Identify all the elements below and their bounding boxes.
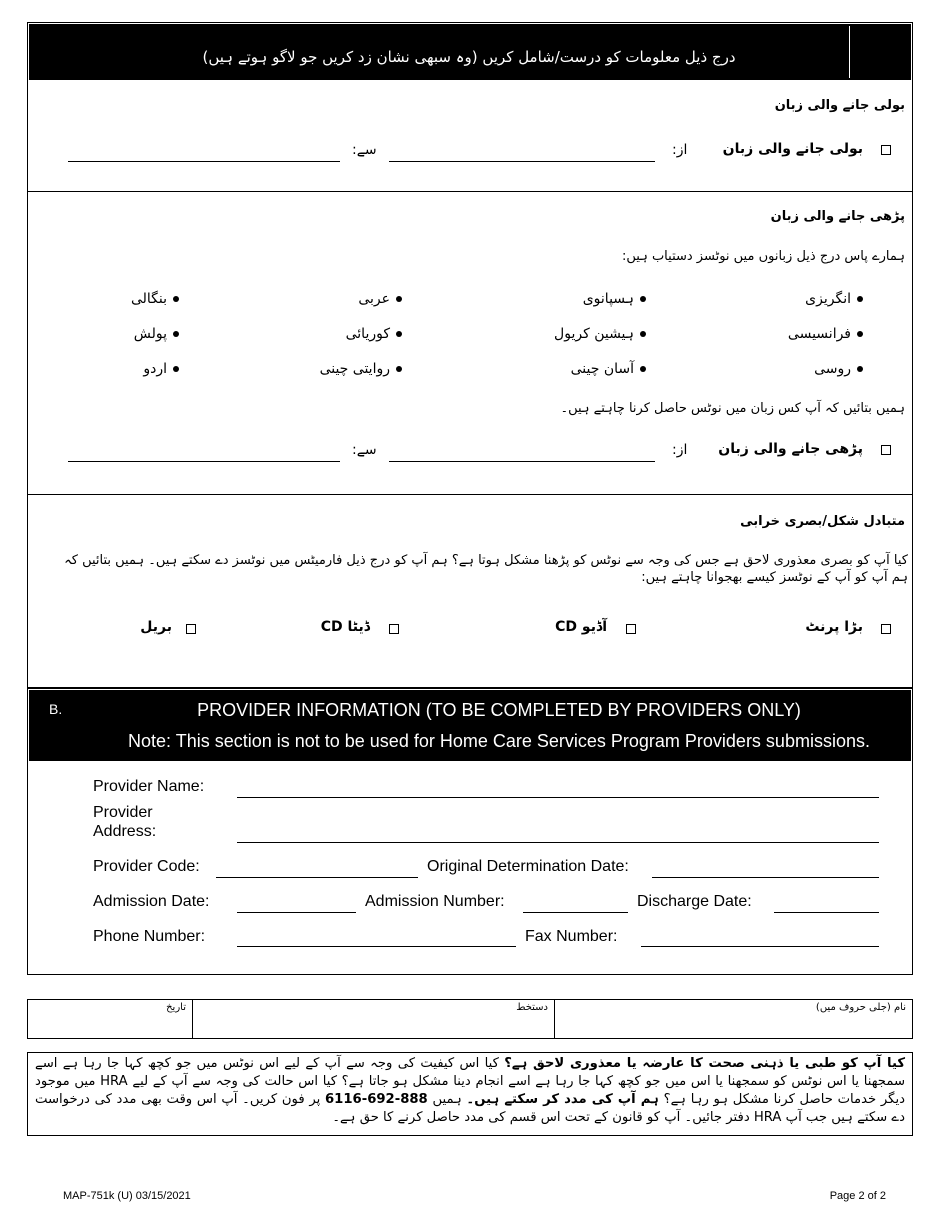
fax-number-label: Fax Number: <box>525 928 618 945</box>
language-item: فرانسیسی <box>788 326 863 342</box>
section-b-letter: B. <box>49 701 63 717</box>
bullet-icon <box>396 366 402 372</box>
notice-body-3: پر فون کریں۔ آپ اس وقت بھی مدد کی درخواست دے سکتے ہیں جب آپ HRA دفتر جائیں۔ آپ کو قانون کے تحت اس قسم کی مدد حاصل کرنے کا حق ہے۔ <box>35 1092 905 1125</box>
signature-cell[interactable] <box>193 1000 555 1038</box>
admission-number-label: Admission Number: <box>365 893 505 910</box>
language-item: انگریزی <box>805 291 863 307</box>
language-item: ہسپانوی <box>583 291 646 307</box>
language-item: پولش <box>134 326 179 342</box>
written-language-checkbox-label: پڑھی جانے والی زبان <box>718 441 863 457</box>
provider-name-field[interactable] <box>237 797 879 798</box>
language-item: کوریائی <box>346 326 402 342</box>
provider-address-label-line1: Provider <box>93 804 153 821</box>
spoken-language-heading: بولی جانے والی زبان <box>774 98 905 113</box>
written-to-field[interactable] <box>68 461 340 462</box>
language-item: بنگالی <box>131 291 179 307</box>
written-from-label: از: <box>672 442 688 458</box>
written-language-heading: پڑھی جانے والی زبان <box>770 209 905 224</box>
fax-number-field[interactable] <box>641 946 879 947</box>
language-item: آسان چینی <box>571 361 646 377</box>
provider-code-field[interactable] <box>216 877 418 878</box>
data-cd-checkbox[interactable] <box>389 624 399 634</box>
signature-table <box>27 999 913 1039</box>
alternate-format-heading: متبادل شکل/بصری خرابی <box>740 514 905 529</box>
section-b-title: PROVIDER INFORMATION (TO BE COMPLETED BY PROVIDERS ONLY) <box>197 700 801 720</box>
original-determination-date-field[interactable] <box>652 877 879 878</box>
bullet-icon <box>396 296 402 302</box>
language-item: روایتی چینی <box>320 361 402 377</box>
provider-address-label-line2: Address: <box>93 823 157 840</box>
large-print-label: بڑا پرنٹ <box>805 619 863 635</box>
bullet-icon <box>640 296 646 302</box>
notice-body-1: کیا اس کیفیت کی وجہ سے آپ کے لیے اس نوٹس میں جو کچھ کہا جا رہا ہے اسے سمجھنا یا اس نوٹس کو سمجھنا یا اس میں جو کچھ کہا جا رہا ہے اسے انجام دینا مشکل ہو جاتا ہے؟ کیا اس حالت کی وجہ سے آپ کے لیے HRA میں موجود دیگر خدمات حاصل کرنا مشکل ہو رہا ہے؟ <box>35 1056 905 1107</box>
spoken-language-checkbox[interactable] <box>881 145 891 155</box>
signature-label: دستخط <box>516 1002 548 1013</box>
section-a-header <box>29 24 911 80</box>
braille-label: بریل <box>140 619 172 635</box>
written-to-label: سے: <box>352 442 377 458</box>
language-item: ہیشین کریول <box>554 326 646 342</box>
bullet-icon <box>396 331 402 337</box>
discharge-date-label: Discharge Date: <box>637 893 752 910</box>
original-determination-date-label: Original Determination Date: <box>427 858 629 875</box>
written-from-field[interactable] <box>389 461 655 462</box>
page-number: Page 2 of 2 <box>829 1190 886 1202</box>
spoken-from-field[interactable] <box>389 161 655 162</box>
printed-name-cell[interactable] <box>555 1000 912 1038</box>
date-cell[interactable] <box>28 1000 193 1038</box>
discharge-date-field[interactable] <box>774 912 879 913</box>
bullet-icon <box>857 296 863 302</box>
section-b-header <box>29 690 911 761</box>
section-a-frame <box>27 22 913 688</box>
language-item: اردو <box>143 361 179 377</box>
braille-checkbox[interactable] <box>186 624 196 634</box>
date-label: تاریخ <box>166 1002 186 1013</box>
bullet-icon <box>640 366 646 372</box>
provider-code-label: Provider Code: <box>93 858 200 875</box>
form-id: MAP-751k (U) 03/15/2021 <box>63 1190 191 1202</box>
data-cd-label: ڈیٹا CD <box>320 619 370 635</box>
spoken-to-field[interactable] <box>68 161 340 162</box>
bullet-icon <box>173 331 179 337</box>
admission-number-field[interactable] <box>523 912 628 913</box>
admission-date-label: Admission Date: <box>93 893 210 910</box>
header-divider <box>849 26 850 78</box>
written-language-checkbox[interactable] <box>881 445 891 455</box>
provider-name-label: Provider Name: <box>93 778 205 795</box>
section-divider <box>27 494 913 495</box>
spoken-from-label: از: <box>672 142 688 158</box>
phone-number-label: Phone Number: <box>93 928 206 945</box>
bullet-icon <box>857 366 863 372</box>
bullet-icon <box>640 331 646 337</box>
bullet-icon <box>173 296 179 302</box>
notice-body-2: ہمیں <box>427 1092 467 1107</box>
audio-cd-checkbox[interactable] <box>626 624 636 634</box>
audio-cd-label: آڈیو CD <box>555 619 607 635</box>
bullet-icon <box>173 366 179 372</box>
notice-help: ہم آپ کی مدد کر سکتے ہیں۔ <box>466 1092 659 1107</box>
phone-number-field[interactable] <box>237 946 516 947</box>
accommodation-notice <box>27 1052 913 1136</box>
language-request-text: ہمیں بتائیں کہ آپ کس زبان میں نوٹس حاصل کرنا چاہتے ہیں۔ <box>560 401 905 416</box>
section-b-note: Note: This section is not to be used for Home Care Services Program Providers submissions. <box>128 731 870 751</box>
notice-phone: 888-692-6116 <box>324 1092 428 1107</box>
printed-name-label: نام (جلی حروف میں) <box>815 1002 906 1013</box>
notice-question: کیا آپ کو طبی یا ذہنی صحت کا عارضہ یا معذوری لاحق ہے؟ <box>504 1056 905 1071</box>
spoken-language-checkbox-label: بولی جانے والی زبان <box>722 141 863 157</box>
language-item: روسی <box>814 361 863 377</box>
language-item: عربی <box>358 291 402 307</box>
admission-date-field[interactable] <box>237 912 356 913</box>
available-languages-intro: ہمارے پاس درج ذیل زبانوں میں نوٹسز دستیاب ہیں: <box>622 249 905 264</box>
section-divider <box>27 191 913 192</box>
alternate-format-text: کیا آپ کو بصری معذوری لاحق ہے جس کی وجہ سے نوٹس کو پڑھنا مشکل ہوتا ہے؟ ہم آپ کو درج ذیل فارمیٹس میں نوٹسز دے سکتے ہیں۔ ہمیں بتائیں کہ ہم آپ کو آپ کے نوٹسز کیسے بھجوانا چاہتے ہیں: <box>64 553 908 585</box>
bullet-icon <box>857 331 863 337</box>
large-print-checkbox[interactable] <box>881 624 891 634</box>
spoken-to-label: سے: <box>352 142 377 158</box>
provider-address-field[interactable] <box>237 842 879 843</box>
section-a-header-text: درج ذیل معلومات کو درست/شامل کریں (وہ سبھی نشان زد کریں جو لاگو ہوتے ہیں) <box>202 48 736 66</box>
